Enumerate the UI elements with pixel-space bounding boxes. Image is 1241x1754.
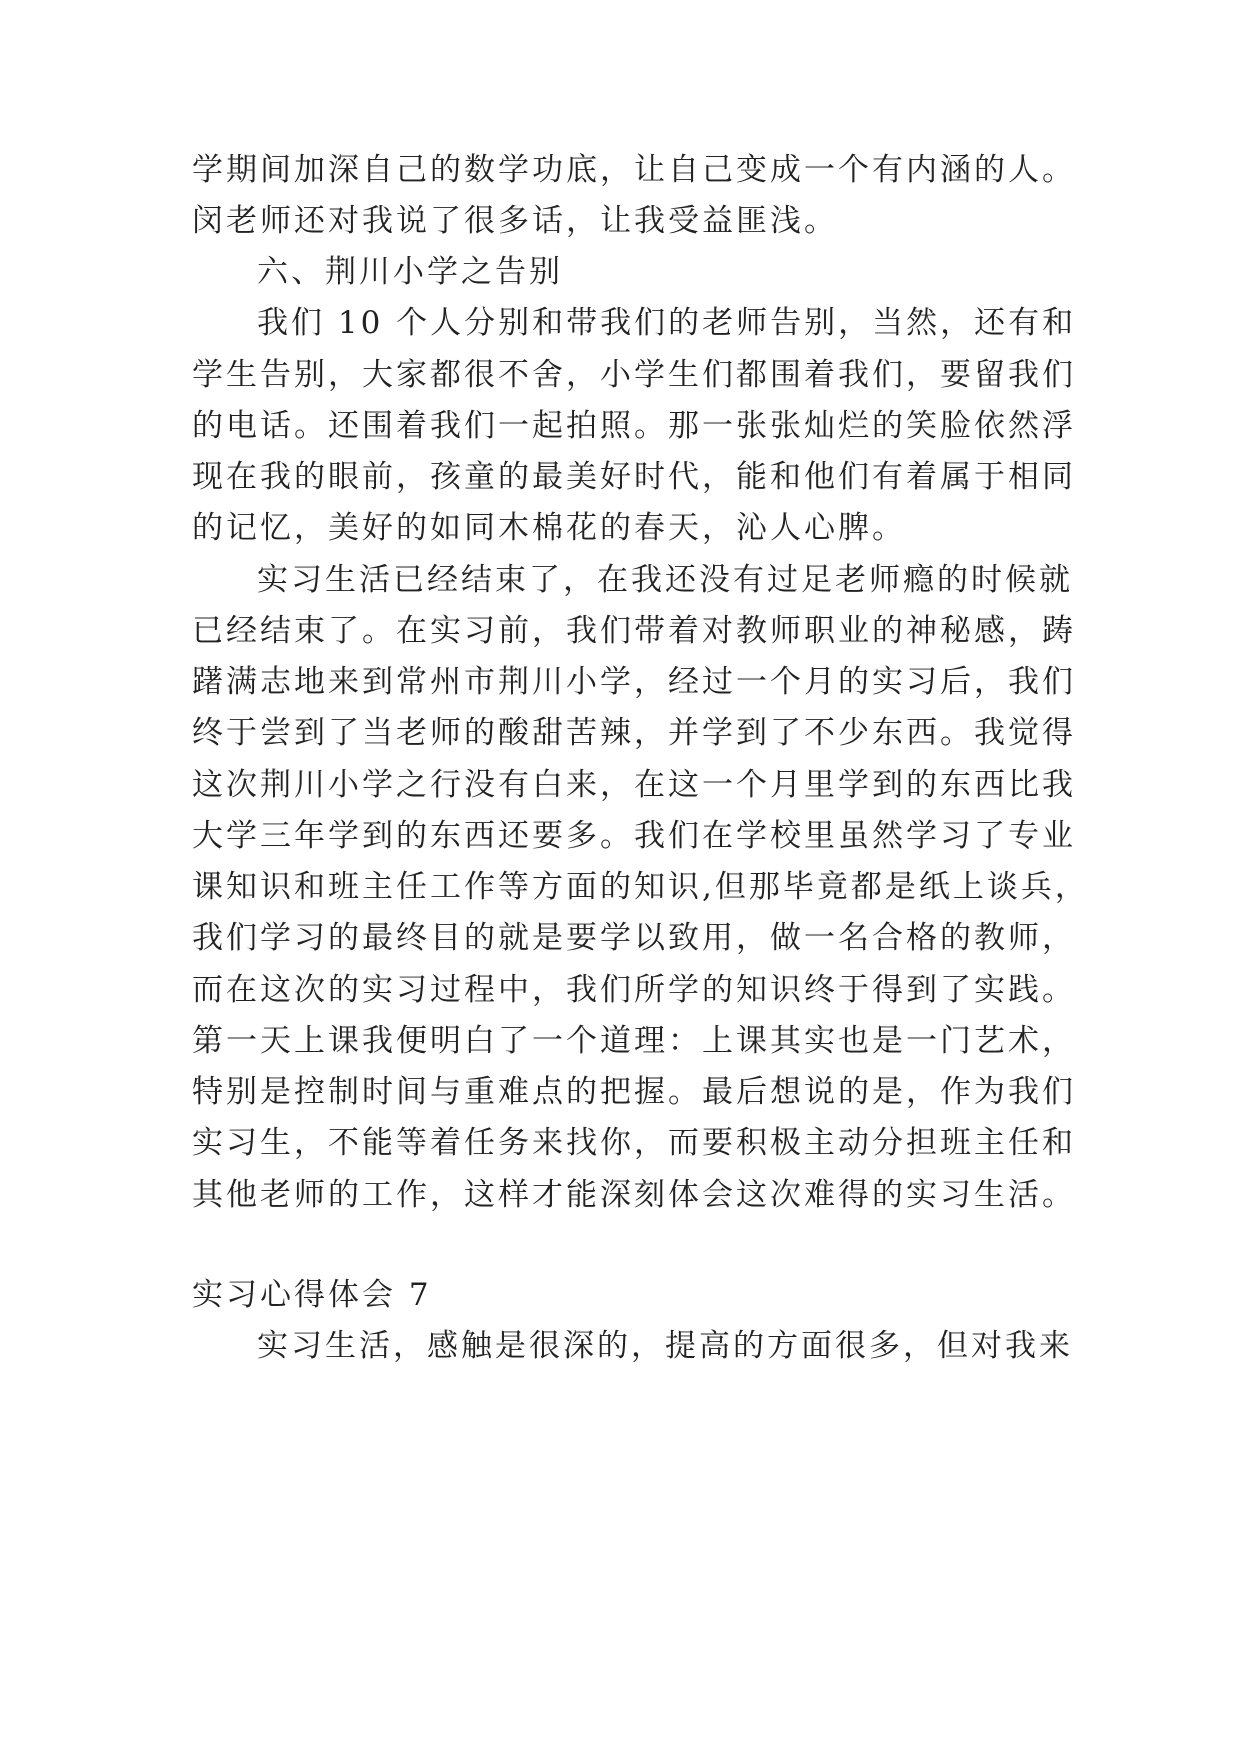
text-line: 的电话。还围着我们一起拍照。那一张张灿烂的笑脸依然浮 [192, 408, 1076, 444]
text-line: 特别是控制时间与重难点的把握。最后想说的是，作为我们 [192, 1074, 1076, 1110]
text-line: 大学三年学到的东西还要多。我们在学校里虽然学习了专业 [192, 818, 1076, 854]
text-line: 已经结束了。在实习前，我们带着对教师职业的神秘感，踌 [192, 613, 1076, 649]
text-line: 这次荆川小学之行没有白来，在这一个月里学到的东西比我 [192, 767, 1076, 803]
text-line: 现在我的眼前，孩童的最美好时代，能和他们有着属于相同 [192, 459, 1076, 495]
text-line: 学生告别，大家都很不舍，小学生们都围着我们，要留我们 [192, 357, 1076, 393]
section-heading: 六、荆川小学之告别 [257, 254, 563, 290]
text-line: 课知识和班主任工作等方面的知识,但那毕竟都是纸上谈兵， [192, 869, 1089, 905]
text-line: 实习生，不能等着任务来找你，而要积极主动分担班主任和 [192, 1125, 1076, 1161]
text-line: 闵老师还对我说了很多话，让我受益匪浅。 [192, 203, 838, 239]
text-line: 躇满志地来到常州市荆川小学，经过一个月的实习后，我们 [192, 664, 1076, 700]
paragraph-first-line: 我们 10 个人分别和带我们的老师告别，当然，还有和 [257, 305, 1077, 341]
section-title: 实习心得体会 7 [192, 1277, 432, 1313]
text-line: 的记忆，美好的如同木棉花的春天，沁人心脾。 [192, 510, 906, 546]
text-line: 其他老师的工作，这样才能深刻体会这次难得的实习生活。 [192, 1177, 1076, 1213]
text-line: 第一天上课我便明白了一个道理：上课其实也是一门艺术， [192, 1023, 1076, 1059]
text-line: 终于尝到了当老师的酸甜苦辣，并学到了不少东西。我觉得 [192, 715, 1076, 751]
paragraph-first-line: 实习生活已经结束了，在我还没有过足老师瘾的时候就 [257, 562, 1073, 598]
paragraph-first-line: 实习生活，感触是很深的，提高的方面很多，但对我来 [257, 1328, 1073, 1364]
text-line: 学期间加深自己的数学功底，让自己变成一个有内涵的人。 [192, 152, 1076, 188]
text-line: 而在这次的实习过程中，我们所学的知识终于得到了实践。 [192, 972, 1076, 1008]
text-line: 我们学习的最终目的就是要学以致用，做一名合格的教师， [192, 920, 1076, 956]
